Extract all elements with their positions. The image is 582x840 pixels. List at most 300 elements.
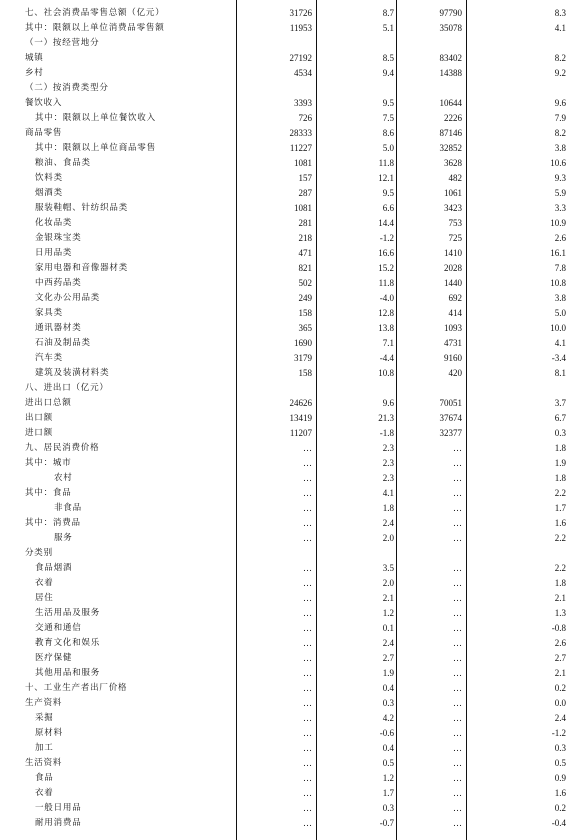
row-value-cumulative: 414	[448, 308, 462, 318]
statistics-table-body	[0, 6, 574, 831]
row-growth-cumulative: 3.7	[554, 398, 566, 408]
row-growth-current-month: 10.8	[378, 368, 394, 378]
row-growth-current-month: 12.1	[378, 173, 394, 183]
row-growth-current-month: 0.1	[382, 623, 394, 633]
row-growth-cumulative: 2.6	[554, 233, 566, 243]
row-label: 家用电器和音像器材类	[35, 263, 129, 273]
row-label: 服务	[54, 533, 73, 543]
row-growth-current-month: 4.2	[382, 713, 394, 723]
row-growth-cumulative: 16.1	[550, 248, 566, 258]
row-value-current-month: …	[303, 533, 312, 543]
row-growth-current-month: 7.1	[382, 338, 394, 348]
row-value-current-month: 821	[298, 263, 312, 273]
table-row	[0, 231, 574, 246]
table-row	[0, 336, 574, 351]
row-label: 其中：限额以上单位消费品零售额	[25, 23, 165, 33]
row-growth-cumulative: 4.1	[554, 338, 566, 348]
table-row	[0, 426, 574, 441]
row-value-current-month: 11227	[289, 143, 312, 153]
row-label: 非食品	[54, 503, 82, 513]
row-value-cumulative: 2226	[444, 113, 462, 123]
table-row	[0, 66, 574, 81]
row-value-cumulative: 1093	[444, 323, 462, 333]
row-growth-cumulative: 9.6	[554, 98, 566, 108]
row-growth-current-month: 16.6	[378, 248, 394, 258]
row-label: 采掘	[35, 713, 54, 723]
row-growth-cumulative: 6.7	[554, 413, 566, 423]
row-value-current-month: 3179	[294, 353, 312, 363]
statistics-table	[0, 6, 574, 831]
row-growth-current-month: 8.6	[382, 128, 394, 138]
row-label: 城镇	[25, 53, 44, 63]
row-growth-current-month: 1.7	[382, 788, 394, 798]
row-value-current-month: 1081	[294, 203, 312, 213]
row-growth-current-month: 11.8	[378, 278, 394, 288]
table-row	[0, 621, 574, 636]
row-value-cumulative	[396, 81, 466, 96]
row-growth-current-month: 0.4	[382, 683, 394, 693]
row-growth-current-month: 6.6	[382, 203, 394, 213]
table-row	[0, 561, 574, 576]
row-growth-current-month: 12.8	[378, 308, 394, 318]
row-growth-current-month: 5.0	[382, 143, 394, 153]
row-value-current-month: 1081	[294, 158, 312, 168]
row-growth-cumulative: 7.9	[554, 113, 566, 123]
row-value-current-month: 1690	[294, 338, 312, 348]
row-label: 衣着	[35, 788, 54, 798]
row-growth-cumulative: 0.3	[554, 428, 566, 438]
table-row	[0, 681, 574, 696]
row-label: 生活资料	[25, 758, 63, 768]
row-growth-current-month	[316, 36, 396, 51]
row-growth-current-month: 9.5	[382, 188, 394, 198]
row-growth-current-month: 3.5	[382, 563, 394, 573]
row-growth-cumulative: 0.9	[554, 773, 566, 783]
row-value-current-month: 31726	[289, 8, 312, 18]
row-growth-current-month: 2.1	[382, 593, 394, 603]
row-value-current-month: …	[303, 638, 312, 648]
table-row	[0, 381, 574, 396]
table-row	[0, 216, 574, 231]
row-value-cumulative: 37674	[439, 413, 462, 423]
row-growth-current-month: 2.4	[382, 518, 394, 528]
row-growth-cumulative: -1.2	[551, 728, 566, 738]
row-growth-current-month: 11.8	[378, 158, 394, 168]
table-row	[0, 666, 574, 681]
table-row	[0, 741, 574, 756]
table-row	[0, 51, 574, 66]
row-value-cumulative: …	[453, 728, 462, 738]
row-growth-current-month: 9.5	[382, 98, 394, 108]
row-growth-current-month: 15.2	[378, 263, 394, 273]
row-growth-cumulative: 1.8	[554, 443, 566, 453]
row-label: 农村	[54, 473, 73, 483]
row-label: 耐用消费品	[35, 818, 82, 828]
row-growth-current-month: 2.3	[382, 473, 394, 483]
row-growth-current-month: 8.7	[382, 8, 394, 18]
row-label: 十、工业生产者出厂价格	[25, 683, 128, 693]
row-label: 建筑及装潢材料类	[35, 368, 110, 378]
row-label: （二）按消费类型分	[25, 83, 109, 93]
row-value-current-month: …	[303, 518, 312, 528]
row-label: 商品零售	[25, 128, 63, 138]
row-growth-current-month: 1.9	[382, 668, 394, 678]
table-row	[0, 126, 574, 141]
row-growth-current-month: 21.3	[378, 413, 394, 423]
table-row	[0, 21, 574, 36]
row-value-cumulative: 2028	[444, 263, 462, 273]
row-value-current-month: 287	[298, 188, 312, 198]
row-value-cumulative: …	[453, 803, 462, 813]
row-value-cumulative: …	[453, 668, 462, 678]
row-label: 分类别	[25, 548, 53, 558]
row-growth-cumulative: 10.6	[550, 158, 566, 168]
row-growth-cumulative: 3.8	[554, 143, 566, 153]
row-growth-current-month: 13.8	[378, 323, 394, 333]
row-growth-current-month: 1.8	[382, 503, 394, 513]
row-value-current-month: 471	[298, 248, 312, 258]
row-growth-cumulative	[466, 81, 574, 96]
row-label: 其中：限额以上单位餐饮收入	[35, 113, 156, 123]
row-growth-current-month: -4.4	[379, 353, 394, 363]
row-label: 石油及制品类	[35, 338, 91, 348]
row-growth-cumulative: 8.2	[554, 53, 566, 63]
row-label: 日用品类	[35, 248, 73, 258]
row-value-current-month: 4534	[294, 68, 312, 78]
row-growth-current-month: -4.0	[379, 293, 394, 303]
row-value-current-month: 218	[298, 233, 312, 243]
row-growth-cumulative: 2.2	[554, 488, 566, 498]
row-growth-cumulative: 2.6	[554, 638, 566, 648]
row-value-current-month: …	[303, 773, 312, 783]
row-growth-cumulative: 3.8	[554, 293, 566, 303]
table-row	[0, 111, 574, 126]
table-row	[0, 291, 574, 306]
row-value-cumulative: 753	[448, 218, 462, 228]
row-label: 原材料	[35, 728, 63, 738]
row-value-cumulative: 1440	[444, 278, 462, 288]
row-growth-cumulative: 8.3	[554, 8, 566, 18]
row-value-cumulative: …	[453, 683, 462, 693]
row-growth-cumulative: 2.1	[554, 668, 566, 678]
row-value-current-month: …	[303, 668, 312, 678]
table-row	[0, 516, 574, 531]
row-growth-current-month: 2.7	[382, 653, 394, 663]
row-value-current-month: 281	[298, 218, 312, 228]
table-row	[0, 591, 574, 606]
row-growth-cumulative: 3.3	[554, 203, 566, 213]
row-growth-cumulative	[466, 381, 574, 396]
row-label: 服装鞋帽、针纺织品类	[35, 203, 129, 213]
row-label: 居住	[35, 593, 54, 603]
row-value-cumulative: …	[453, 578, 462, 588]
row-growth-cumulative: 10.9	[550, 218, 566, 228]
row-value-current-month: …	[303, 653, 312, 663]
row-value-current-month: …	[303, 593, 312, 603]
row-value-current-month: 24626	[289, 398, 312, 408]
row-value-cumulative: …	[453, 743, 462, 753]
table-row	[0, 546, 574, 561]
row-value-cumulative: …	[453, 458, 462, 468]
row-growth-cumulative: 1.6	[554, 788, 566, 798]
row-label: 交通和通信	[35, 623, 82, 633]
table-row	[0, 261, 574, 276]
row-value-cumulative: …	[453, 818, 462, 828]
row-growth-cumulative: 0.2	[554, 803, 566, 813]
table-row	[0, 531, 574, 546]
row-value-current-month: 365	[298, 323, 312, 333]
row-label: 其中：消费品	[25, 518, 81, 528]
row-value-cumulative: 35078	[439, 23, 462, 33]
row-growth-current-month: 2.0	[382, 578, 394, 588]
row-value-cumulative: 482	[448, 173, 462, 183]
row-value-current-month: 11953	[289, 23, 312, 33]
row-growth-current-month: -0.6	[379, 728, 394, 738]
row-value-current-month: 11207	[289, 428, 312, 438]
row-value-current-month: 726	[298, 113, 312, 123]
row-value-current-month: …	[303, 578, 312, 588]
row-growth-current-month: 2.3	[382, 458, 394, 468]
table-row	[0, 726, 574, 741]
row-label: 烟酒类	[35, 188, 63, 198]
row-label: 家具类	[35, 308, 63, 318]
row-value-current-month: …	[303, 503, 312, 513]
row-label: 食品烟酒	[35, 563, 73, 573]
row-growth-cumulative: 4.1	[554, 23, 566, 33]
row-label: 医疗保健	[35, 653, 73, 663]
table-row	[0, 171, 574, 186]
row-growth-cumulative: 9.2	[554, 68, 566, 78]
row-growth-current-month: 0.3	[382, 698, 394, 708]
table-row	[0, 96, 574, 111]
table-row	[0, 201, 574, 216]
row-label: 粮油、食品类	[35, 158, 91, 168]
table-row	[0, 156, 574, 171]
row-value-current-month: 157	[298, 173, 312, 183]
row-growth-current-month: 2.4	[382, 638, 394, 648]
table-row	[0, 81, 574, 96]
row-value-current-month: 158	[298, 368, 312, 378]
row-value-current-month: …	[303, 698, 312, 708]
row-label: 加工	[35, 743, 54, 753]
row-value-cumulative: …	[453, 608, 462, 618]
row-value-current-month: …	[303, 623, 312, 633]
table-row	[0, 351, 574, 366]
row-label: （一）按经营地分	[25, 38, 100, 48]
table-row	[0, 636, 574, 651]
row-growth-cumulative: 2.1	[554, 593, 566, 603]
row-label: 金银珠宝类	[35, 233, 82, 243]
row-value-current-month: 158	[298, 308, 312, 318]
row-value-cumulative: 83402	[439, 53, 462, 63]
row-value-cumulative: …	[453, 518, 462, 528]
row-label: 通讯器材类	[35, 323, 82, 333]
row-growth-current-month	[316, 381, 396, 396]
row-label: 乡村	[25, 68, 44, 78]
row-label: 餐饮收入	[25, 98, 63, 108]
row-value-current-month	[236, 381, 316, 396]
row-value-current-month: 27192	[289, 53, 312, 63]
row-growth-cumulative: -0.8	[551, 623, 566, 633]
row-value-current-month: 249	[298, 293, 312, 303]
table-row	[0, 366, 574, 381]
row-value-cumulative: …	[453, 533, 462, 543]
row-growth-cumulative: 7.8	[554, 263, 566, 273]
row-value-cumulative: …	[453, 488, 462, 498]
row-value-current-month: …	[303, 713, 312, 723]
row-value-cumulative: 70051	[439, 398, 462, 408]
table-row	[0, 456, 574, 471]
row-value-current-month: …	[303, 473, 312, 483]
row-growth-cumulative: 2.4	[554, 713, 566, 723]
table-row	[0, 771, 574, 786]
table-row	[0, 36, 574, 51]
row-growth-cumulative: 10.8	[550, 278, 566, 288]
row-growth-current-month: 7.5	[382, 113, 394, 123]
table-row	[0, 411, 574, 426]
row-growth-cumulative: 2.2	[554, 563, 566, 573]
table-row	[0, 306, 574, 321]
row-value-cumulative: …	[453, 638, 462, 648]
row-label: 化妆品类	[35, 218, 73, 228]
row-value-cumulative: …	[453, 473, 462, 483]
row-growth-current-month	[316, 81, 396, 96]
row-value-current-month: 28333	[289, 128, 312, 138]
row-value-cumulative: 10644	[439, 98, 462, 108]
row-growth-current-month: 1.2	[382, 608, 394, 618]
table-row	[0, 6, 574, 21]
row-value-current-month: …	[303, 683, 312, 693]
table-row	[0, 696, 574, 711]
row-label: 生活用品及服务	[35, 608, 101, 618]
table-row	[0, 396, 574, 411]
row-label: 九、居民消费价格	[25, 443, 100, 453]
row-growth-current-month: 4.1	[382, 488, 394, 498]
row-label: 其中：城市	[25, 458, 72, 468]
row-growth-cumulative: 5.9	[554, 188, 566, 198]
row-value-current-month: …	[303, 443, 312, 453]
table-row	[0, 471, 574, 486]
row-growth-cumulative: 1.7	[554, 503, 566, 513]
table-row	[0, 246, 574, 261]
row-value-cumulative	[396, 36, 466, 51]
row-value-current-month: …	[303, 743, 312, 753]
table-row	[0, 276, 574, 291]
table-row	[0, 606, 574, 621]
row-label: 出口额	[25, 413, 53, 423]
row-label: 食品	[35, 773, 54, 783]
row-value-cumulative: 1061	[444, 188, 462, 198]
row-value-cumulative: 1410	[444, 248, 462, 258]
row-value-current-month: …	[303, 728, 312, 738]
row-growth-cumulative: -0.4	[551, 818, 566, 828]
row-value-cumulative: …	[453, 698, 462, 708]
row-value-cumulative: …	[453, 503, 462, 513]
row-label: 八、进出口（亿元）	[25, 383, 109, 393]
row-value-cumulative: …	[453, 773, 462, 783]
row-growth-current-month: 9.4	[382, 68, 394, 78]
row-value-cumulative: …	[453, 713, 462, 723]
row-growth-cumulative: -3.4	[551, 353, 566, 363]
row-growth-cumulative: 8.1	[554, 368, 566, 378]
row-growth-cumulative: 1.9	[554, 458, 566, 468]
row-growth-current-month: 9.6	[382, 398, 394, 408]
row-growth-cumulative: 8.2	[554, 128, 566, 138]
table-row	[0, 441, 574, 456]
row-value-cumulative: 87146	[439, 128, 462, 138]
row-value-cumulative: 14388	[439, 68, 462, 78]
table-row	[0, 501, 574, 516]
row-growth-current-month: 0.4	[382, 743, 394, 753]
row-value-cumulative: 3628	[444, 158, 462, 168]
row-label: 进口额	[25, 428, 53, 438]
row-growth-cumulative: 1.6	[554, 518, 566, 528]
table-row	[0, 816, 574, 831]
row-label: 七、社会消费品零售总额（亿元）	[25, 8, 165, 18]
row-value-current-month: …	[303, 458, 312, 468]
row-value-cumulative	[396, 381, 466, 396]
row-growth-cumulative	[466, 546, 574, 561]
row-value-cumulative: …	[453, 563, 462, 573]
row-growth-current-month: -1.8	[379, 428, 394, 438]
row-value-current-month: 502	[298, 278, 312, 288]
row-label: 汽车类	[35, 353, 63, 363]
row-growth-cumulative: 2.2	[554, 533, 566, 543]
row-value-cumulative: 420	[448, 368, 462, 378]
row-growth-cumulative: 0.5	[554, 758, 566, 768]
table-row	[0, 186, 574, 201]
row-value-cumulative: 97790	[439, 8, 462, 18]
row-label: 衣着	[35, 578, 54, 588]
row-growth-current-month: 2.3	[382, 443, 394, 453]
row-value-cumulative: …	[453, 443, 462, 453]
row-growth-current-month: -0.7	[379, 818, 394, 828]
row-value-cumulative: …	[453, 593, 462, 603]
table-row	[0, 711, 574, 726]
table-row	[0, 486, 574, 501]
row-label: 生产资料	[25, 698, 63, 708]
row-growth-current-month: 5.1	[382, 23, 394, 33]
row-value-current-month	[236, 36, 316, 51]
row-value-current-month: …	[303, 488, 312, 498]
row-growth-cumulative: 0.0	[554, 698, 566, 708]
row-value-cumulative: 725	[448, 233, 462, 243]
row-growth-current-month: -1.2	[379, 233, 394, 243]
row-label: 文化办公用品类	[35, 293, 101, 303]
row-value-current-month	[236, 81, 316, 96]
table-row	[0, 801, 574, 816]
row-value-current-month: …	[303, 788, 312, 798]
row-growth-cumulative: 2.7	[554, 653, 566, 663]
row-growth-cumulative: 1.8	[554, 473, 566, 483]
row-growth-cumulative: 1.3	[554, 608, 566, 618]
row-value-current-month: 3393	[294, 98, 312, 108]
row-growth-cumulative: 10.0	[550, 323, 566, 333]
row-growth-cumulative: 1.8	[554, 578, 566, 588]
row-value-cumulative: …	[453, 788, 462, 798]
row-value-cumulative: 32377	[439, 428, 462, 438]
row-value-current-month: …	[303, 758, 312, 768]
row-label: 中西药品类	[35, 278, 82, 288]
table-row	[0, 786, 574, 801]
row-label: 教育文化和娱乐	[35, 638, 101, 648]
row-growth-current-month: 1.2	[382, 773, 394, 783]
row-growth-current-month: 8.5	[382, 53, 394, 63]
row-label: 其中：食品	[25, 488, 72, 498]
row-value-cumulative: 4731	[444, 338, 462, 348]
row-label: 进出口总额	[25, 398, 72, 408]
row-label: 饮料类	[35, 173, 63, 183]
